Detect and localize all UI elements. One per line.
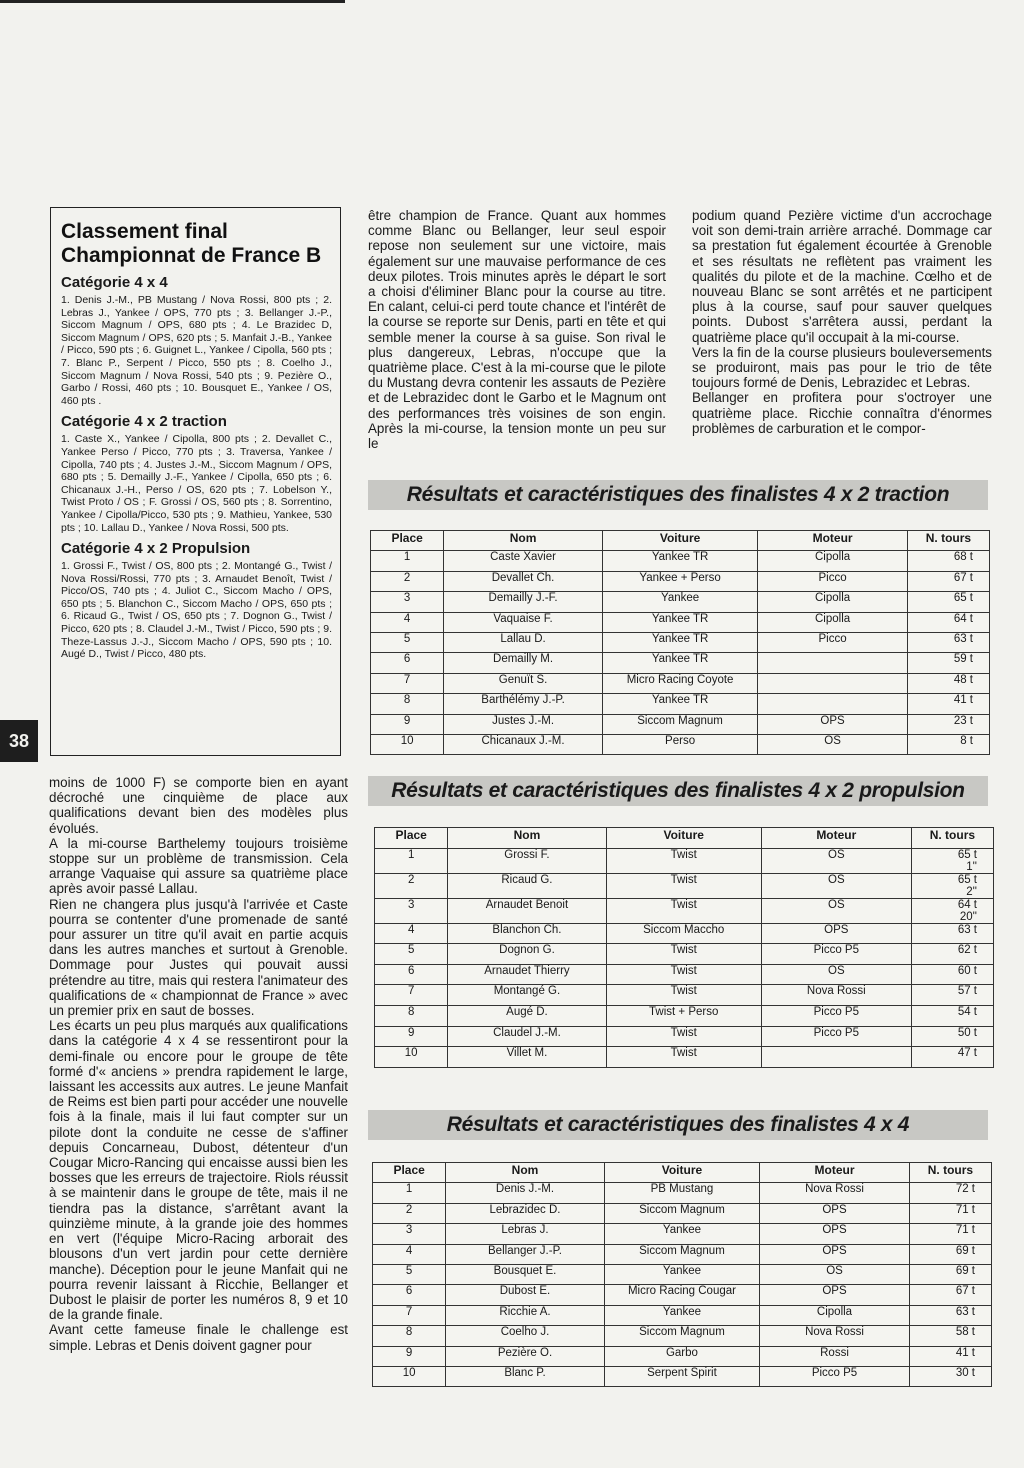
cell-nom: Arnaudet Thierry xyxy=(448,964,606,985)
header-place: Place xyxy=(375,828,448,849)
cell-place: 10 xyxy=(371,734,444,754)
cell-nom: Denis J.-M. xyxy=(446,1183,604,1203)
cell-place: 4 xyxy=(371,612,444,632)
cell-voiture: Siccom Magnum xyxy=(604,1326,759,1346)
cell-tours: 23 t xyxy=(907,714,989,734)
table-row xyxy=(371,551,990,571)
cell-moteur: Cipolla xyxy=(758,551,908,571)
cell-tours: 41 t xyxy=(907,694,989,714)
table-row xyxy=(375,1005,994,1026)
table-row xyxy=(373,1183,992,1203)
cell-moteur xyxy=(758,694,908,714)
cell-tours: 65 t xyxy=(907,592,989,612)
cell-nom: Demailly M. xyxy=(444,653,603,673)
cell-place: 1 xyxy=(375,848,448,873)
cell-moteur: Picco P5 xyxy=(760,1366,910,1386)
table-row xyxy=(371,714,990,734)
table-row xyxy=(371,592,990,612)
cell-tours: 8 t xyxy=(907,734,989,754)
cell-moteur: OPS xyxy=(760,1203,910,1223)
cell-nom: Vaquaise F. xyxy=(444,612,603,632)
banner-4x2-traction: Résultats et caractéristiques des finalistes 4 x 2 traction xyxy=(368,480,988,510)
cell-voiture: Twist xyxy=(606,1047,761,1068)
cell-place: 2 xyxy=(373,1203,446,1223)
cell-tours: 67 t xyxy=(907,571,989,591)
cell-nom: Lallau D. xyxy=(444,632,603,652)
cell-place: 8 xyxy=(373,1326,446,1346)
cell-place: 8 xyxy=(371,694,444,714)
cell-moteur: Nova Rossi xyxy=(760,1326,910,1346)
cell-voiture: Perso xyxy=(602,734,757,754)
table-row xyxy=(373,1285,992,1305)
cell-tours: 64 t xyxy=(907,612,989,632)
cell-tours: 72 t xyxy=(909,1183,991,1203)
table-row xyxy=(375,964,994,985)
header-nom: Nom xyxy=(448,828,606,849)
cell-tours: 68 t xyxy=(907,551,989,571)
table-row xyxy=(373,1366,992,1386)
results-table-4x4 xyxy=(372,1162,992,1387)
cell-place: 7 xyxy=(375,985,448,1006)
cell-nom: Demailly J.-F. xyxy=(444,592,603,612)
cell-tours: 54 t xyxy=(911,1005,993,1026)
cell-nom: Pezière O. xyxy=(446,1346,604,1366)
cell-moteur: Picco P5 xyxy=(761,1005,911,1026)
cell-voiture: Twist + Perso xyxy=(606,1005,761,1026)
cell-voiture: Micro Racing Coyote xyxy=(602,673,757,693)
cell-tours: 63 t xyxy=(909,1305,991,1325)
cell-moteur: OS xyxy=(760,1264,910,1284)
article-column-left: moins de 1000 F) se comporte bien en ayant décroché une cinquième de place aux qualifications devant bien des modèles plus évolués. A la mi-course Barthelemy toujours troisième stoppe sur un problème de transmission. Cela arrange Vaquaise qui assure sa quatrième place après avoir passé Lallau. Rien ne changera plus jusqu'à l'arrivée et Caste pourra se contenter d'une promenade de santé pour assurer un titre qu'il avait en partie acquis dans les autres manches et surtout à Grenoble. Dommage pour Justes qui pouvait aussi prétendre au titre, mais qui restera l'animateur des qualifications de « championnat de France » avec un premier prix en saut de bosses. Les écarts un peu plus marqués aux qualifications dans la catégorie 4 x 4 se ressentiront pour la demi-finale ou encore pour le groupe de tête formé d'« anciens » prendra rapidement le large, laissant les accessits aux autres. Le jeune Manfait de Reims est bien parti pour accéder une nouvelle fois à la finale, mais il lui faut compter sur un pilote dont la conduite ne cesse de s'affiner depuis Concarneau, Dubost, détenteur d'un Cougar Micro-Rancing qui encaisse aussi bien les bosses que les erreurs de trajectoire. Riols réussit à se maintenir dans le groupe de tête, mais il ne tiendra pas la distance, s'arrêtant avant la quinzième minute, à la grande joie des hommes en vert (l'équipe Micro-Racing arborait des blousons d'un vert jardin pour cette dernière manche). Déception pour le jeune Manfait qui ne pourra revenir laissant à Ricchie, Bellanger et Dubost le plaisir de porter les numéros 8, 9 et 10 de la grande finale. Avant cette fameuse finale le challenge est simple. Lebras et Denis doivent gagner pour xyxy=(49,775,348,1353)
cell-place: 5 xyxy=(373,1264,446,1284)
section-text-4x2-propulsion: 1. Grossi F., Twist / OS, 800 pts ; 2. Montangé G., Twist / Nova Rossi/Rossi, 770 pts ; 3. Arnaudet Benoît, Twist / Picco/OS, 740 pts ; 4. Juliot C., Siccom Macho / OPS, 650 pts ; 5. Blanchon C., Siccom Macho / OPS, 650 pts ; 6. Ricaud G., Twist / OS, 650 pts ; 7. Dognon G., Twist / Picco, 620 pts ; 8. Claudel J.-M., Twist / Picco, 590 pts ; 9. Theze-Lassus J.-J., Siccom Macho / OPS, 590 pts ; 10. Augé D., Twist / Picco, 480 pts. xyxy=(61,560,332,661)
cell-place: 9 xyxy=(373,1346,446,1366)
header-nom: Nom xyxy=(444,531,603,551)
header-voiture: Voiture xyxy=(602,531,757,551)
cell-nom: Chicanaux J.-M. xyxy=(444,734,603,754)
top-rule xyxy=(0,0,345,3)
table-row xyxy=(373,1305,992,1325)
cell-nom: Ricaud G. xyxy=(448,873,606,898)
cell-place: 6 xyxy=(375,964,448,985)
table-row xyxy=(373,1326,992,1346)
cell-moteur: Picco P5 xyxy=(761,944,911,965)
cell-tours: 41 t xyxy=(909,1346,991,1366)
cell-nom: Genuït S. xyxy=(444,673,603,693)
table-row xyxy=(375,848,994,873)
cell-nom: Blanchon Ch. xyxy=(448,923,606,944)
table-row xyxy=(375,873,994,898)
cell-voiture: Yankee TR xyxy=(602,653,757,673)
table-header-row xyxy=(375,828,994,849)
cell-tours: 63 t xyxy=(911,923,993,944)
cell-nom: Bousquet E. xyxy=(446,1264,604,1284)
cell-tours: 50 t xyxy=(911,1026,993,1047)
cell-voiture: Twist xyxy=(606,898,761,923)
cell-tours: 58 t xyxy=(909,1326,991,1346)
cell-moteur: OS xyxy=(758,734,908,754)
header-tours: N. tours xyxy=(911,828,993,849)
cell-moteur xyxy=(758,673,908,693)
cell-voiture: Yankee xyxy=(604,1264,759,1284)
cell-moteur: OPS xyxy=(760,1244,910,1264)
cell-voiture: Micro Racing Cougar xyxy=(604,1285,759,1305)
header-nom: Nom xyxy=(446,1163,604,1183)
cell-nom: Montangé G. xyxy=(448,985,606,1006)
section-text-4x2-traction: 1. Caste X., Yankee / Cipolla, 800 pts ; 2. Devallet C., Yankee Perso / Picco, 770 pts ; 3. Traversa, Yankee / Cipolla, 740 pts ; 4. Justes J.-M., Siccom Magnum / OPS, 680 pts ; 5. Demailly J.-F., Yankee / Cipolla, 650 pts ; 6. Chicanaux J.-H., Perso / OS, 620 pts ; 7. Lobelson Y., Twist Proto / OS ; F. Grossi / OS, 560 pts ; 8. Sorrentino, Yankee / Cipolla/Picco, 530 pts ; 9. Mathieu, Yankee, 530 pts ; 10. Lallau D., Yankee / Nova Rossi, 500 pts. xyxy=(61,433,332,534)
cell-place: 10 xyxy=(375,1047,448,1068)
cell-nom: Lebras J. xyxy=(446,1224,604,1244)
table-row xyxy=(371,632,990,652)
cell-tours: 57 t xyxy=(911,985,993,1006)
cell-place: 9 xyxy=(371,714,444,734)
header-place: Place xyxy=(371,531,444,551)
article-column-middle: être champion de France. Quant aux hommes comme Blanc ou Bellanger, leur seul espoir repose non seulement sur une victoire, mais également sur une mauvaise performance de ces deux pilotes. Trois minutes après le départ le sort a choisi d'éliminer Blanc pour la course au titre. En calant, celui-ci perd toute chance et l'intérêt de la course se reporte sur Denis, parti en tête et qui semble mener la course à sa guise. Son rival le plus dangereux, Lebras, n'occupe que la quatrième place. C'est à la mi-course que le pilote du Mustang devra contenir les assauts de Pezière et de Lebrazidec dont le Garbo et le Magnum ont des performances très voisines de son engin. Après la mi-course, la tension monte un peu sur le xyxy=(368,208,666,452)
table-header-row xyxy=(373,1163,992,1183)
cell-nom: Grossi F. xyxy=(448,848,606,873)
table-row xyxy=(373,1203,992,1223)
cell-tours: 47 t xyxy=(911,1047,993,1068)
cell-moteur: Picco xyxy=(758,571,908,591)
cell-nom: Lebrazidec D. xyxy=(446,1203,604,1223)
table-row xyxy=(375,944,994,965)
cell-place: 2 xyxy=(375,873,448,898)
table-row xyxy=(371,673,990,693)
section-heading-4x2-propulsion: Catégorie 4 x 2 Propulsion xyxy=(61,540,251,558)
cell-moteur: Picco P5 xyxy=(761,1026,911,1047)
cell-voiture: Yankee xyxy=(604,1224,759,1244)
cell-place: 6 xyxy=(373,1285,446,1305)
cell-place: 4 xyxy=(373,1244,446,1264)
header-moteur: Moteur xyxy=(761,828,911,849)
cell-moteur: OPS xyxy=(758,714,908,734)
cell-voiture: Yankee TR xyxy=(602,694,757,714)
cell-moteur xyxy=(761,1047,911,1068)
cell-tours: 71 t xyxy=(909,1224,991,1244)
cell-moteur: Cipolla xyxy=(758,612,908,632)
header-place: Place xyxy=(373,1163,446,1183)
header-voiture: Voiture xyxy=(606,828,761,849)
cell-tours: 71 t xyxy=(909,1203,991,1223)
cell-voiture: Siccom Magnum xyxy=(604,1244,759,1264)
cell-voiture: PB Mustang xyxy=(604,1183,759,1203)
cell-tours: 65 t 2'' xyxy=(911,873,993,898)
cell-voiture: Yankee xyxy=(602,592,757,612)
header-moteur: Moteur xyxy=(760,1163,910,1183)
cell-voiture: Yankee TR xyxy=(602,551,757,571)
cell-moteur: OPS xyxy=(760,1224,910,1244)
cell-nom: Augé D. xyxy=(448,1005,606,1026)
cell-tours: 64 t 20'' xyxy=(911,898,993,923)
cell-place: 1 xyxy=(371,551,444,571)
cell-moteur xyxy=(758,653,908,673)
cell-place: 6 xyxy=(371,653,444,673)
banner-4x2-propulsion: Résultats et caractéristiques des finalistes 4 x 2 propulsion xyxy=(368,776,988,806)
cell-place: 4 xyxy=(375,923,448,944)
cell-moteur: Nova Rossi xyxy=(761,985,911,1006)
section-heading-4x2-traction: Catégorie 4 x 2 traction xyxy=(61,413,227,431)
table-row xyxy=(375,1047,994,1068)
cell-nom: Dubost E. xyxy=(446,1285,604,1305)
table-row xyxy=(373,1264,992,1284)
cell-moteur: Nova Rossi xyxy=(760,1183,910,1203)
cell-place: 5 xyxy=(375,944,448,965)
table-row xyxy=(375,923,994,944)
cell-nom: Bellanger J.-P. xyxy=(446,1244,604,1264)
header-moteur: Moteur xyxy=(758,531,908,551)
cell-tours: 48 t xyxy=(907,673,989,693)
cell-nom: Blanc P. xyxy=(446,1366,604,1386)
box-title: Classement final Championnat de France B xyxy=(61,220,322,267)
cell-nom: Villet M. xyxy=(448,1047,606,1068)
cell-nom: Caste Xavier xyxy=(444,551,603,571)
cell-moteur: OS xyxy=(761,848,911,873)
cell-tours: 67 t xyxy=(909,1285,991,1305)
header-tours: N. tours xyxy=(909,1163,991,1183)
cell-tours: 60 t xyxy=(911,964,993,985)
cell-tours: 30 t xyxy=(909,1366,991,1386)
table-row xyxy=(371,653,990,673)
cell-place: 9 xyxy=(375,1026,448,1047)
cell-voiture: Yankee + Perso xyxy=(602,571,757,591)
cell-place: 8 xyxy=(375,1005,448,1026)
cell-nom: Dognon G. xyxy=(448,944,606,965)
cell-tours: 69 t xyxy=(909,1244,991,1264)
cell-nom: Claudel J.-M. xyxy=(448,1026,606,1047)
table-row xyxy=(371,694,990,714)
table-row xyxy=(373,1244,992,1264)
table-row xyxy=(371,612,990,632)
cell-moteur: Cipolla xyxy=(760,1305,910,1325)
header-tours: N. tours xyxy=(907,531,989,551)
cell-place: 7 xyxy=(371,673,444,693)
cell-place: 10 xyxy=(373,1366,446,1386)
cell-moteur: Picco xyxy=(758,632,908,652)
table-row xyxy=(373,1346,992,1366)
cell-voiture: Siccom Magnum xyxy=(602,714,757,734)
section-heading-4x4: Catégorie 4 x 4 xyxy=(61,274,168,291)
results-table-4x2-propulsion xyxy=(374,827,994,1068)
cell-tours: 65 t 1'' xyxy=(911,848,993,873)
cell-place: 7 xyxy=(373,1305,446,1325)
cell-nom: Ricchie A. xyxy=(446,1305,604,1325)
cell-place: 1 xyxy=(373,1183,446,1203)
cell-voiture: Garbo xyxy=(604,1346,759,1366)
cell-moteur: Cipolla xyxy=(758,592,908,612)
table-row xyxy=(375,898,994,923)
cell-voiture: Yankee TR xyxy=(602,612,757,632)
cell-voiture: Yankee xyxy=(604,1305,759,1325)
cell-tours: 69 t xyxy=(909,1264,991,1284)
cell-voiture: Serpent Spirit xyxy=(604,1366,759,1386)
cell-tours: 62 t xyxy=(911,944,993,965)
cell-place: 5 xyxy=(371,632,444,652)
results-table-4x2-traction xyxy=(370,530,990,755)
cell-voiture: Twist xyxy=(606,873,761,898)
cell-nom: Coelho J. xyxy=(446,1326,604,1346)
article-column-right: podium quand Pezière victime d'un accrochage voit son demi-train arrière arraché. Dommage car sa prestation fut également écourtée à Grenoble et ses résultats ne reflètent pas vraiment les qualités du pilote et de la machine. Cœlho et de nouveau Blanc se sont arrêtés et ne participent plus à la course, sauf pour sauver quelques points. Dubost s'arrêtera aussi, perdant la quatrième place qu'il occupait à la mi-course. Vers la fin de la course plusieurs bouleversements se produiront, mais pas pour le trio de tête toujours formé de Denis, Lebrazidec et Lebras. Bellanger en profitera pour s'octroyer une quatrième place. Ricchie connaîtra d'énormes problèmes de carburation et le compor- xyxy=(692,208,992,436)
cell-voiture: Twist xyxy=(606,985,761,1006)
table-header-row xyxy=(371,531,990,551)
cell-voiture: Yankee TR xyxy=(602,632,757,652)
cell-moteur: OS xyxy=(761,873,911,898)
table-row xyxy=(375,985,994,1006)
cell-nom: Justes J.-M. xyxy=(444,714,603,734)
page-number: 38 xyxy=(0,720,38,762)
cell-place: 3 xyxy=(371,592,444,612)
cell-voiture: Twist xyxy=(606,964,761,985)
cell-moteur: OPS xyxy=(761,923,911,944)
cell-place: 2 xyxy=(371,571,444,591)
cell-nom: Barthélémy J.-P. xyxy=(444,694,603,714)
cell-moteur: OPS xyxy=(760,1285,910,1305)
section-text-4x4: 1. Denis J.-M., PB Mustang / Nova Rossi, 800 pts ; 2. Lebras J., Yankee / OPS, 770 pts ; 3. Bellanger J.-P., Siccom Magnum / OPS, 680 pts ; 4. Le Brazidec D, Siccom Magnum / OPS, 620 pts ; 5. Manfait J.-B., Yankee / Picco, 590 pts ; 6. Guignet L., Yankee / Cipolla, 560 pts ; 7. Blanc P., Serpent / Picco, 550 pts ; 8. Coelho J., Siccom Magnum / Nova Rossi, 540 pts ; 9. Pezière O., Garbo / Rossi, 460 pts ; 10. Bousquet E., Yankee / OS, 460 pts . xyxy=(61,294,332,407)
cell-voiture: Twist xyxy=(606,848,761,873)
cell-moteur: OS xyxy=(761,898,911,923)
table-row xyxy=(373,1224,992,1244)
table-row xyxy=(371,734,990,754)
cell-voiture: Twist xyxy=(606,1026,761,1047)
cell-tours: 59 t xyxy=(907,653,989,673)
cell-moteur: Rossi xyxy=(760,1346,910,1366)
cell-tours: 63 t xyxy=(907,632,989,652)
cell-place: 3 xyxy=(373,1224,446,1244)
cell-voiture: Siccom Maccho xyxy=(606,923,761,944)
cell-moteur: OS xyxy=(761,964,911,985)
banner-4x4: Résultats et caractéristiques des finalistes 4 x 4 xyxy=(368,1110,988,1140)
cell-voiture: Siccom Magnum xyxy=(604,1203,759,1223)
cell-place: 3 xyxy=(375,898,448,923)
header-voiture: Voiture xyxy=(604,1163,759,1183)
cell-voiture: Twist xyxy=(606,944,761,965)
table-row xyxy=(375,1026,994,1047)
classement-box xyxy=(50,207,341,756)
cell-nom: Arnaudet Benoit xyxy=(448,898,606,923)
cell-nom: Devallet Ch. xyxy=(444,571,603,591)
table-row xyxy=(371,571,990,591)
